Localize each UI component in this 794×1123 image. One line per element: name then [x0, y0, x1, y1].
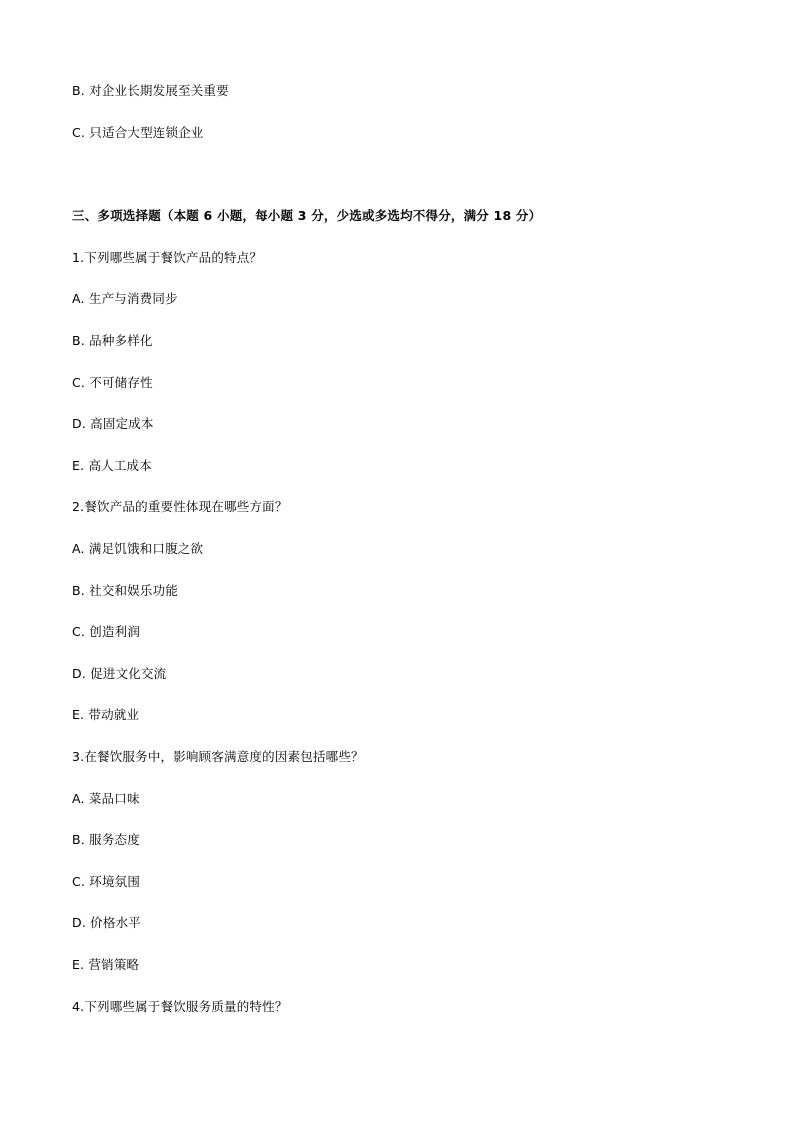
question-option: A. 满足饥饿和口腹之欲	[72, 541, 204, 556]
question-option: C. 不可储存性	[72, 375, 153, 390]
question-stem: 2.餐饮产品的重要性体现在哪些方面？	[72, 499, 288, 514]
question-option: B. 服务态度	[72, 832, 140, 847]
question-stem: 4.下列哪些属于餐饮服务质量的特性？	[72, 999, 288, 1014]
question-option: B. 社交和娱乐功能	[72, 583, 179, 598]
question-option: E. 营销策略	[72, 957, 140, 972]
question-option: C. 创造利润	[72, 624, 141, 639]
option-b: B. 对企业长期发展至关重要	[72, 83, 229, 98]
question-option: A. 菜品口味	[72, 791, 140, 806]
option-c: C. 只适合大型连锁企业	[72, 125, 204, 140]
question-option: E. 高人工成本	[72, 458, 152, 473]
question-option: A. 生产与消费同步	[72, 291, 178, 306]
question-option: D. 促进文化交流	[72, 666, 167, 681]
question-option: D. 价格水平	[72, 915, 141, 930]
question-option: C. 环境氛围	[72, 874, 141, 889]
question-stem: 1.下列哪些属于餐饮产品的特点？	[72, 250, 263, 265]
section-heading: 三、多项选择题（本题 6 小题，每小题 3 分，少选或多选均不得分，满分 18 分）	[72, 208, 542, 223]
question-option: D. 高固定成本	[72, 416, 154, 431]
question-option: B. 品种多样化	[72, 333, 153, 348]
question-stem: 3.在餐饮服务中，影响顾客满意度的因素包括哪些？	[72, 749, 364, 764]
question-option: E. 带动就业	[72, 707, 140, 722]
